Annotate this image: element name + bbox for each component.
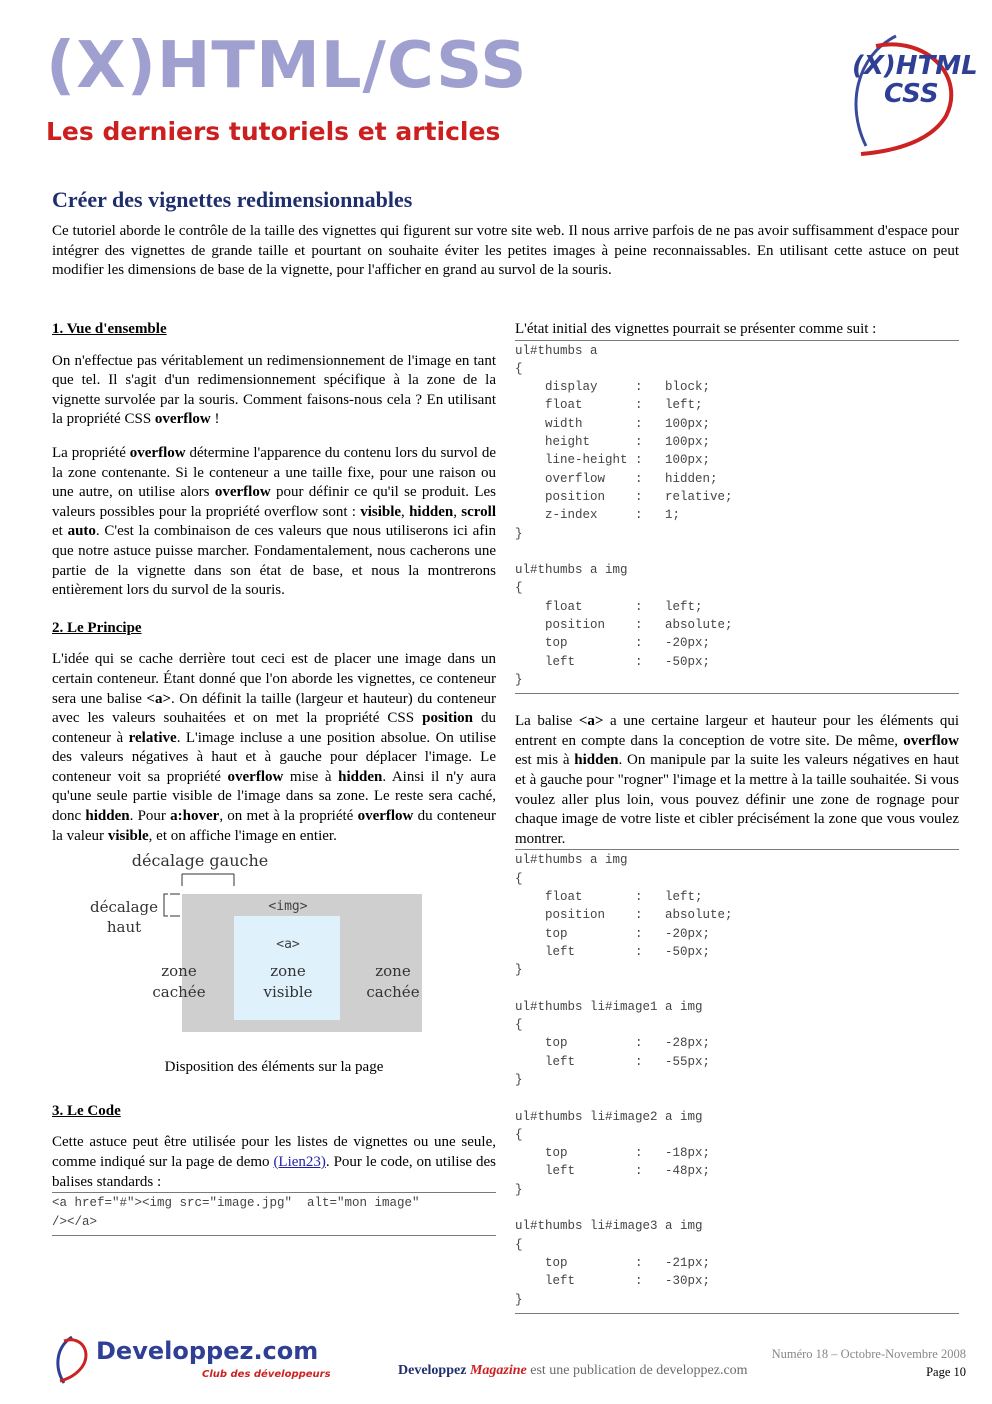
logo-line2: CSS [884, 79, 939, 109]
label-hidden-right-1: zone [375, 962, 411, 981]
logo-line1: (X)HTML [852, 51, 978, 81]
code-block-css-2: ul#thumbs a img { float : left; position : absolute; top : -20px; left : -50px; } ul#thumbs li#image1 a img { top : -28px; left : -55px; } ul#thumbs li#image2 a img { top : -18px; left : -48px; } ul#thumbs li#image3 a img { top : -21px; left : -30px; } [515, 850, 959, 1313]
label-img: <img> [268, 899, 308, 915]
label-offset-top-1: décalage [89, 898, 159, 917]
section-heading-overview: 1. Vue d'ensemble [52, 321, 167, 337]
label-visible-1: zone [270, 962, 306, 981]
article-intro: Ce tutoriel aborde le contrôle de la taille des vignettes qui figurent sur votre site web. Il nous arrive parfois de ne pas avoir suffisamment d'espace pour intégrer des vignettes de grande taille et pourtant on souhaite éviter les petites images à peine reconnaissables. En utilisant cette astuce on peut modifier les dimensions de base de la vignette, pour l'afficher en grand au survol de la souris. [52, 223, 959, 279]
developpez-logo [52, 1333, 331, 1385]
xhtml-css-logo [836, 26, 976, 158]
publication-line: Developpez Magazine est une publication de developpez.com [398, 1363, 748, 1378]
paragraph-principle: L'idée qui se cache derrière tout ceci est de placer une image dans un certain conteneur. Étant donné que l'on aborde les vignettes, ce conteneur sera une balise <a>. On définit la taille (largeur et hauteur) du conteneur avec les valeurs souhaitées et on met la propriété CSS position du conteneur à relative. L'image incluse a une position absolue. On utilise des valeurs négatives à haut et à gauche pour déplacer l'image. Le conteneur voit sa propriété overflow mise à hidden. Ainsi il n'y aura qu'une seule partie visible de l'image dans sa zone. Le reste sera caché, donc hidden. Pour a:hover, on met à la propriété overflow du conteneur la valeur visible, et on affiche l'image en entier. [52, 651, 497, 844]
label-hidden-left-2: cachée [152, 983, 206, 1002]
label-visible-2: visible [263, 983, 313, 1002]
section-title: (X)HTML/CSS [46, 29, 528, 103]
paragraph-overview-2: La propriété overflow détermine l'apparence du contenu lors du survol de la zone contenante. Si le conteneur a une taille fixe, pour une raison ou une autre, on utilise alors overflow pour définir ce qu'il se produit. Les valeurs possibles pour la propriété overflow sont : visible, hidden, scroll et auto. C'est la combinaison de ces valeurs que nous utiliserons ici afin que notre astuce puisse marcher. Fondamentalement, nous cacherons une partie de la vignette dans son état de base, et nous la montrerons entièrement lors du survol de la souris. [52, 444, 497, 599]
logo-text: Developpez.com [96, 1337, 319, 1365]
label-hidden-right-2: cachée [366, 983, 420, 1002]
section-heading-principle: 2. Le Principe [52, 619, 142, 636]
section-subtitle: Les derniers tutoriels et articles [46, 117, 501, 146]
paragraph-overview-1: On n'effectue pas véritablement un redimensionnement de l'image en tant que tel. Il s'agit d'un redimensionnement spécifique à la zone de la vignette survolée par la souris. Comment faisons-nous cela ? En utilisant la propriété CSS overflow ! [52, 352, 496, 428]
demo-link[interactable]: (Lien23) [273, 1154, 326, 1171]
code-block-html: <a href="#"><img src="image.jpg" alt="mon image" /></a> [52, 1193, 496, 1236]
left-column [52, 320, 496, 1236]
issue-number: Numéro 18 – Octobre-Novembre 2008 [771, 1347, 966, 1361]
label-offset-left: décalage gauche [131, 851, 269, 871]
page-number: Page 10 [926, 1365, 966, 1379]
figure-caption: Disposition des éléments sur la page [164, 1059, 384, 1076]
label-a: <a> [276, 937, 300, 953]
label-hidden-left-1: zone [161, 962, 197, 981]
paragraph-code: Cette astuce peut être utilisée pour les listes de vignettes ou une seule, comme indiqué sur la page de demo (Lien23). Pour le code, on utilise des balises standards : [52, 1133, 496, 1193]
logo-tagline: Club des développeurs [202, 1369, 331, 1380]
code-lead-text: L'état initial des vignettes pourrait se présenter comme suit : [515, 320, 959, 341]
right-column [515, 320, 959, 1314]
paragraph-crop: La balise <a> a une certaine largeur et hauteur pour les éléments qui entrent en compte dans la conception de votre site. De même, overflow est mis à hidden. On manipule par la suite les valeurs négatives en haut et à gauche pour "rogner" l'image et la mettre à la taille souhaitée. Si vous voulez aller plus loin, vous pouvez définir une zone de rognage pour chaque image de votre liste et cibler précisément la zone que vous voulez montrer. [515, 712, 959, 850]
code-block-css-1: ul#thumbs a { display : block; float : left; width : 100px; height : 100px; line-height : 100px; overflow : hidden; position : relative; z-index : 1; } ul#thumbs a img { float : left; position : absolute; top : -20px; left : -50px; } [515, 341, 959, 695]
label-offset-top-2: haut [106, 918, 142, 937]
section-heading-code: 3. Le Code [52, 1102, 121, 1119]
article-title: Créer des vignettes redimensionnables [52, 187, 413, 212]
layout-diagram [52, 852, 496, 1052]
